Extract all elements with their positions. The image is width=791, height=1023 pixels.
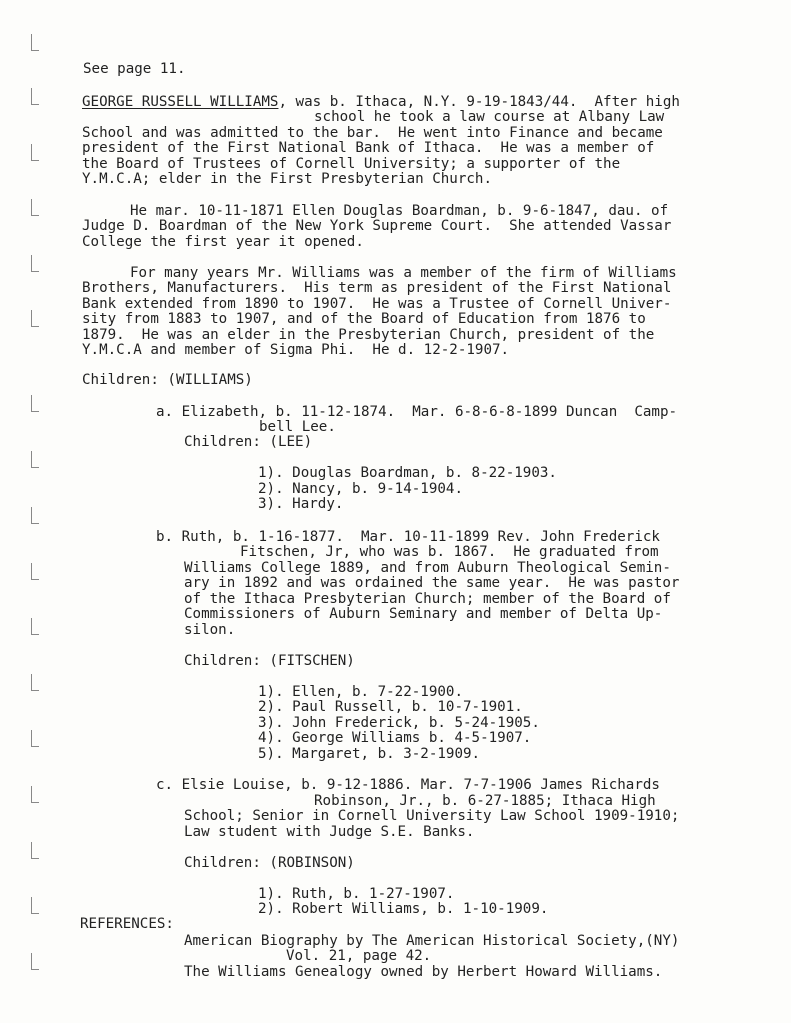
child-c-line: Law student with Judge S.E. Banks.: [184, 824, 475, 840]
career-line: Brothers, Manufacturers. His term as president of the First National: [82, 280, 672, 296]
margin-mark: [31, 34, 39, 51]
subject-name: GEORGE RUSSELL WILLIAMS: [82, 94, 279, 110]
child-b-line: silon.: [184, 622, 236, 638]
child-c-line: Robinson, Jr., b. 6-27-1885; Ithaca High: [314, 793, 656, 809]
child-a-line: a. Elizabeth, b. 11-12-1874. Mar. 6-8-6-8-1899 Duncan Camp-: [156, 404, 678, 420]
margin-mark: [31, 310, 39, 327]
margin-mark: [31, 842, 39, 859]
margin-mark: [31, 897, 39, 914]
career-line: 1879. He was an elder in the Presbyterian Church, president of the: [82, 327, 655, 343]
reference-line: The Williams Genealogy owned by Herbert Howard Williams.: [184, 964, 663, 980]
grandchild: 1). Ruth, b. 1-27-1907.: [258, 886, 455, 902]
margin-mark: [31, 451, 39, 468]
children-heading: Children: (WILLIAMS): [82, 372, 253, 388]
marriage-line: Judge D. Boardman of the New York Supreme Court. She attended Vassar: [82, 218, 672, 234]
child-b-line: ary in 1892 and was ordained the same year. He was pastor: [184, 575, 680, 591]
grandchild: 2). Paul Russell, b. 10-7-1901.: [258, 699, 523, 715]
career-line: Bank extended from 1890 to 1907. He was a Trustee of Cornell Univer-: [82, 296, 672, 312]
grandchild: 2). Robert Williams, b. 1-10-1909.: [258, 901, 549, 917]
child-a-line: bell Lee.: [259, 419, 336, 435]
child-c-line: c. Elsie Louise, b. 9-12-1886. Mar. 7-7-1906 James Richards: [156, 777, 660, 793]
grandchild: 4). George Williams b. 4-5-1907.: [258, 730, 532, 746]
margin-mark: [31, 255, 39, 272]
child-c-line: School; Senior in Cornell University Law School 1909-1910;: [184, 808, 680, 824]
child-a-children-heading: Children: (LEE): [184, 434, 313, 450]
margin-mark: [31, 953, 39, 970]
marriage-line: College the first year it opened.: [82, 234, 364, 250]
career-line: sity from 1883 to 1907, and of the Board of Education from 1876 to: [82, 311, 646, 327]
bio-line: the Board of Trustees of Cornell University; a supporter of the: [82, 156, 621, 172]
bio-line: School and was admitted to the bar. He went into Finance and became: [82, 125, 663, 141]
bio-line: president of the First National Bank of Ithaca. He was a member of: [82, 140, 655, 156]
margin-mark: [31, 395, 39, 412]
grandchild: 3). John Frederick, b. 5-24-1905.: [258, 715, 540, 731]
child-b-line: of the Ithaca Presbyterian Church; member of the Board of: [184, 591, 671, 607]
margin-mark: [31, 730, 39, 747]
bio-line-rest: , was b. Ithaca, N.Y. 9-19-1843/44. After high: [278, 94, 680, 110]
see-page-note: See page 11.: [83, 61, 186, 77]
margin-mark: [31, 199, 39, 216]
margin-mark: [31, 88, 39, 105]
child-b-line: Commissioners of Auburn Seminary and member of Delta Up-: [184, 606, 663, 622]
career-line: Y.M.C.A and member of Sigma Phi. He d. 12-2-1907.: [82, 342, 510, 358]
child-b-line: Williams College 1889, and from Auburn Theological Semin-: [184, 560, 671, 576]
marriage-line: He mar. 10-11-1871 Ellen Douglas Boardman, b. 9-6-1847, dau. of: [130, 203, 669, 219]
child-c-children-heading: Children: (ROBINSON): [184, 855, 355, 871]
career-line: For many years Mr. Williams was a member of the firm of Williams: [130, 265, 677, 281]
grandchild: 5). Margaret, b. 3-2-1909.: [258, 746, 481, 762]
child-b-children-heading: Children: (FITSCHEN): [184, 653, 355, 669]
grandchild: 1). Ellen, b. 7-22-1900.: [258, 684, 463, 700]
references-heading: REFERENCES:: [80, 916, 174, 932]
grandchild: 3). Hardy.: [258, 496, 344, 512]
margin-mark: [31, 618, 39, 635]
child-b-line: b. Ruth, b. 1-16-1877. Mar. 10-11-1899 Rev. John Frederick: [156, 529, 660, 545]
child-b-line: Fitschen, Jr, who was b. 1867. He graduated from: [240, 544, 659, 560]
margin-mark: [31, 786, 39, 803]
margin-mark: [31, 144, 39, 161]
margin-mark: [31, 674, 39, 691]
margin-mark: [31, 507, 39, 524]
grandchild: 1). Douglas Boardman, b. 8-22-1903.: [258, 465, 557, 481]
bio-line: Y.M.C.A; elder in the First Presbyterian Church.: [82, 171, 492, 187]
reference-line: Vol. 21, page 42.: [286, 948, 432, 964]
bio-line: school he took a law course at Albany Law: [314, 109, 665, 125]
grandchild: 2). Nancy, b. 9-14-1904.: [258, 481, 463, 497]
reference-line: American Biography by The American Historical Society,(NY): [184, 933, 680, 949]
margin-mark: [31, 563, 39, 580]
